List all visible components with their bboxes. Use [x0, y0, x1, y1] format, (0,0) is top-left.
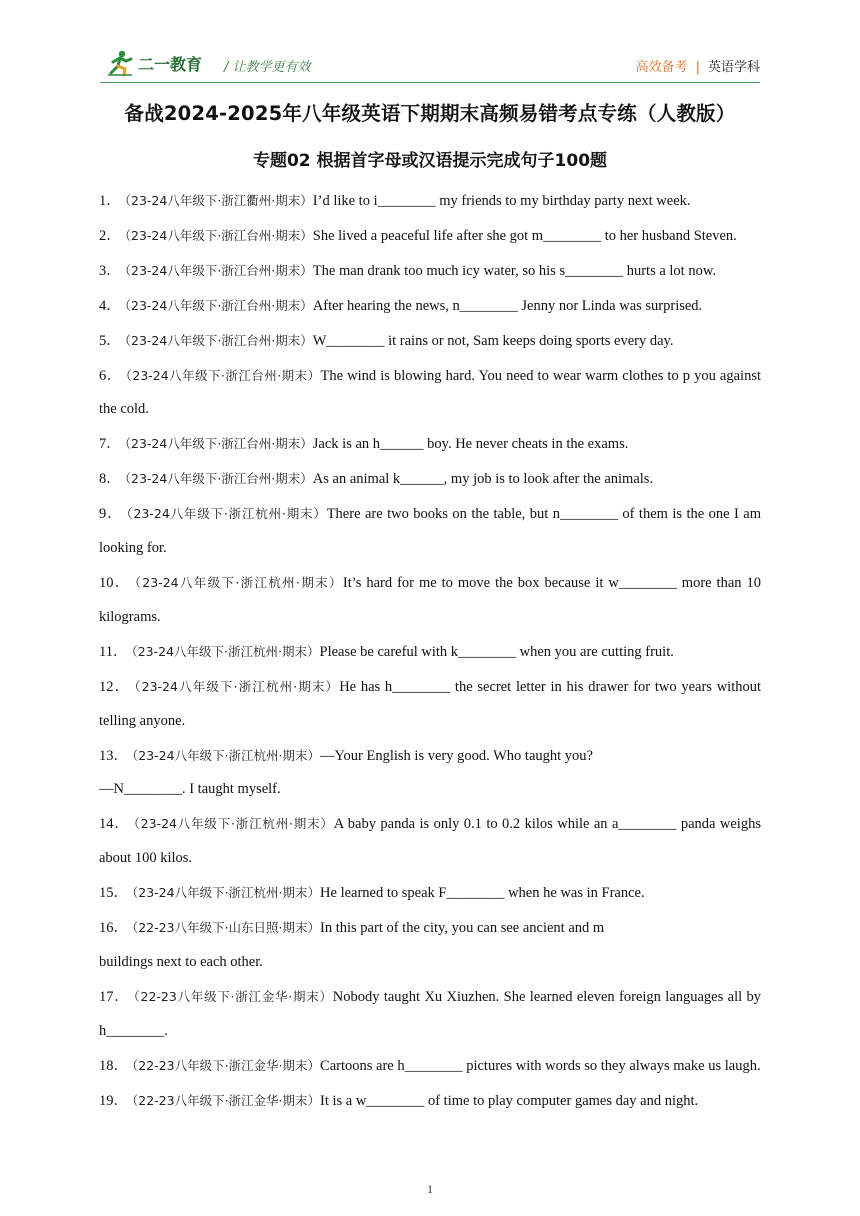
- question-number: 5．: [99, 332, 121, 349]
- question-list: [99, 184, 761, 1118]
- question-number: 11．: [99, 643, 128, 660]
- question-number: 10．: [99, 574, 131, 591]
- question-item: [99, 1084, 761, 1119]
- question-text: The man drank too much icy water, so his s________ hurts a lot now.: [312, 262, 716, 279]
- question-text-line2: —N________. I taught myself.: [99, 781, 281, 798]
- question-item: [99, 635, 761, 670]
- question-number: 1．: [99, 193, 121, 209]
- question-number: 14．: [99, 816, 130, 833]
- question-number: 12．: [99, 678, 131, 695]
- header-separator: |: [695, 60, 700, 75]
- question-item: [99, 289, 761, 324]
- question-text: It is a w________ of time to play computer games day and night.: [320, 1092, 699, 1109]
- question-number: 15．: [99, 885, 128, 902]
- question-source: （23-24八年级下·浙江衢州·期末）: [124, 193, 313, 208]
- question-text: There are two books on the table, but n________ of them is the one I am looking for.: [99, 506, 761, 557]
- question-text: Cartoons are h________ pictures with words so they always make us laugh.: [320, 1057, 761, 1074]
- question-item: [99, 359, 761, 428]
- question-source: （23-24八年级下·浙江台州·期末）: [124, 262, 313, 278]
- question-item: [99, 980, 761, 1049]
- question-source: （23-24八年级下·浙江台州·期末）: [124, 332, 313, 348]
- question-number: 6．: [99, 367, 122, 384]
- question-item: [99, 739, 761, 808]
- question-text: In this part of the city, you can see ancient and m: [320, 920, 605, 937]
- question-text: She lived a peaceful life after she got m________ to her husband Steven.: [312, 227, 737, 244]
- question-number: 19．: [99, 1092, 128, 1109]
- question-item: [99, 462, 761, 497]
- question-item: [99, 876, 761, 911]
- question-item: [99, 566, 761, 635]
- question-item: [99, 324, 761, 359]
- question-number: 13．: [99, 747, 128, 764]
- question-text: He learned to speak F________ when he was in France.: [320, 885, 645, 902]
- question-text: —Your English is very good. Who taught you?: [320, 747, 593, 764]
- header-right: [636, 56, 760, 75]
- header-tag: 高效备考: [635, 60, 688, 75]
- question-item: [99, 184, 761, 219]
- question-source: （23-24八年级下·浙江台州·期末）: [124, 471, 313, 487]
- question-source: （22-23八年级下·浙江金华·期末）: [132, 1092, 321, 1108]
- question-number: 4．: [99, 297, 121, 314]
- question-source: （22-23八年级下·浙江金华·期末）: [133, 988, 333, 1004]
- question-item: [99, 911, 761, 980]
- question-text: The wind is blowing hard. You need to wear warm clothes to p you against the cold.: [99, 367, 762, 418]
- question-number: 18．: [99, 1057, 128, 1074]
- question-text: Jack is an h______ boy. He never cheats in the exams.: [312, 436, 629, 453]
- question-source: （23-24八年级下·浙江台州·期末）: [125, 367, 321, 383]
- question-number: 17．: [99, 988, 130, 1005]
- question-source: （23-24八年级下·浙江杭州·期末）: [132, 885, 321, 901]
- question-text: Please be careful with k________ when you are cutting fruit.: [319, 643, 674, 660]
- question-item: [99, 219, 761, 254]
- question-text: After hearing the news, n________ Jenny nor Linda was surprised.: [312, 297, 703, 314]
- question-source: （23-24八年级下·浙江台州·期末）: [124, 227, 313, 243]
- question-text: I’d like to i________ my friends to my birthday party next week.: [312, 193, 691, 209]
- question-number: 8．: [99, 471, 121, 488]
- question-text: W________ it rains or not, Sam keeps doing sports every day.: [312, 332, 674, 349]
- question-item: [99, 497, 761, 566]
- question-source: （23-24八年级下·浙江台州·期末）: [124, 436, 313, 452]
- question-item: [99, 254, 761, 289]
- slogan: / 让教学更有效: [224, 60, 311, 75]
- question-number: 7．: [99, 436, 121, 453]
- question-number: 2．: [99, 227, 121, 244]
- question-text: As an animal k______, my job is to look after the animals.: [312, 471, 654, 488]
- question-source: （23-24八年级下·浙江杭州·期末）: [132, 747, 321, 763]
- question-source: （23-24八年级下·浙江杭州·期末）: [126, 506, 327, 522]
- question-source: （23-24八年级下·浙江杭州·期末）: [134, 574, 343, 590]
- question-item: [99, 807, 761, 876]
- logo: [104, 48, 222, 78]
- question-source: （23-24八年级下·浙江台州·期末）: [124, 297, 313, 313]
- question-source: （23-24八年级下·浙江杭州·期末）: [134, 678, 340, 694]
- document-subtitle: 专题02 根据首字母或汉语提示完成句子100题: [252, 151, 608, 171]
- page-number: 1: [427, 1182, 433, 1196]
- question-source: （22-23八年级下·山东日照·期末）: [132, 920, 321, 936]
- question-item: [99, 1049, 761, 1084]
- question-item: [99, 670, 761, 739]
- question-text: A baby panda is only 0.1 to 0.2 kilos while an a________ panda weighs about 100 kilos.: [99, 816, 761, 867]
- question-number: 16．: [99, 920, 128, 937]
- page-header: [100, 48, 760, 83]
- question-number: 9．: [99, 506, 123, 523]
- question-source: （23-24八年级下·浙江杭州·期末）: [133, 816, 334, 832]
- question-number: 3．: [99, 262, 121, 279]
- header-subject: 英语学科: [707, 60, 760, 75]
- document-title: 备战2024-2025年八年级英语下期期末高频易错考点专练（人教版）: [124, 102, 736, 125]
- question-source: （22-23八年级下·浙江金华·期末）: [132, 1057, 321, 1073]
- question-source: （23-24八年级下·浙江杭州·期末）: [131, 643, 320, 659]
- question-text: He has h________ the secret letter in his drawer for two years without telling anyone.: [99, 678, 762, 729]
- running-man-icon: [108, 51, 132, 75]
- question-text-line2: buildings next to each other.: [99, 953, 263, 970]
- question-text: It’s hard for me to move the box because it w________ more than 10 kilograms.: [99, 574, 761, 625]
- question-item: [99, 427, 761, 462]
- logo-text: 二一教育: [138, 55, 203, 74]
- question-text: Nobody taught Xu Xiuzhen. She learned eleven foreign languages all by h________.: [99, 988, 762, 1039]
